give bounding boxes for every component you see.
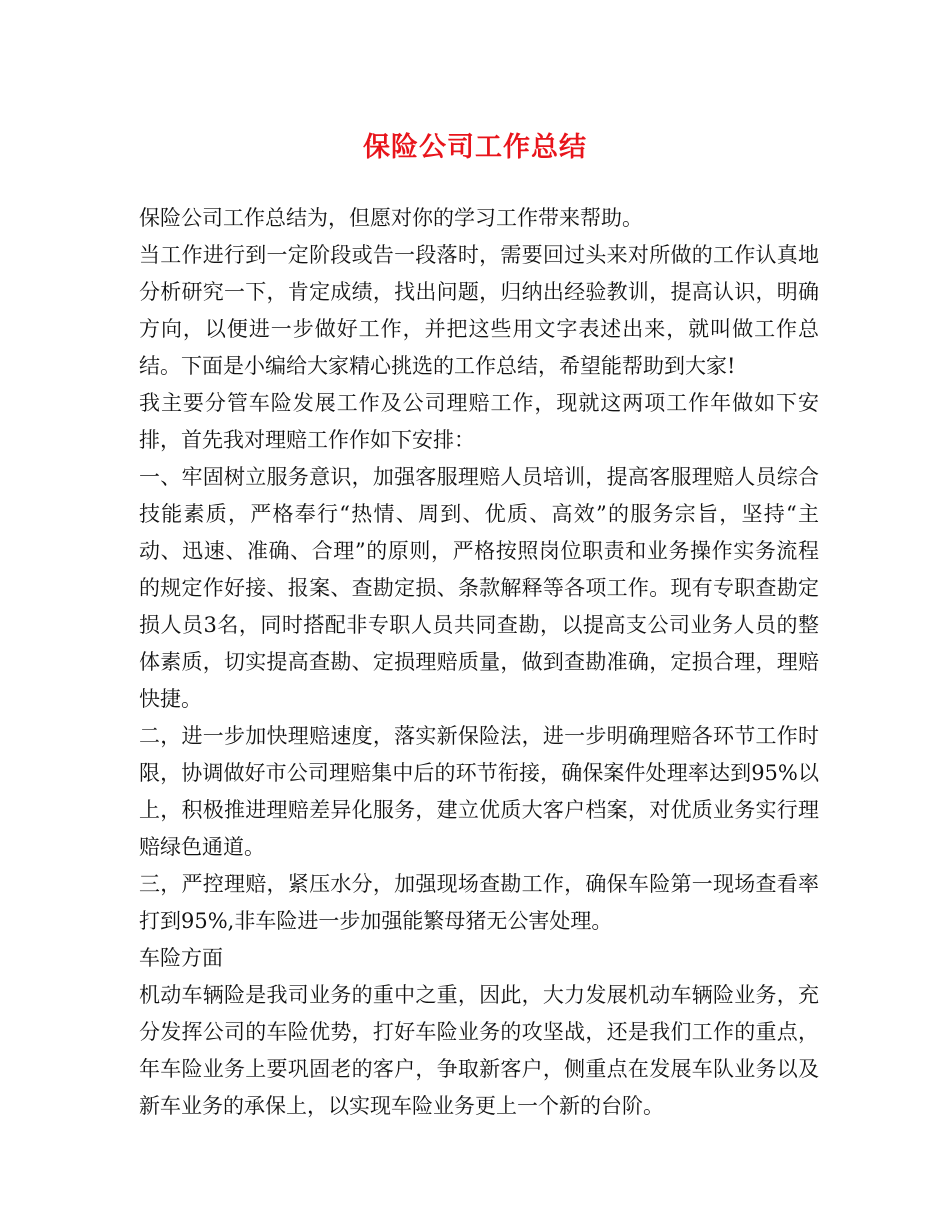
paragraph-item-one: 一、牢固树立服务意识，加强客服理赔人员培训，提高客服理赔人员综合技能素质，严格奉行“热情、周到、优质、高效”的服务宗旨，坚持“主动、迅速、准确、合理”的原则，严格按照岗位职责和业务操作实务流程的规定作好接、报案、查勘定损、条款解释等各项工作。现有专职查勘定损人员3名，同时搭配非专职人员共同查勘，以提高支公司业务人员的整体素质，切实提高查勘、定损理赔质量，做到查勘准确，定损合理，理赔快捷。 bbox=[139, 465, 819, 711]
document-title: 保险公司工作总结 bbox=[363, 132, 587, 163]
paragraph-intro: 保险公司工作总结为，但愿对你的学习工作带来帮助。 bbox=[139, 206, 643, 230]
section-heading-auto-insurance: 车险方面 bbox=[139, 946, 223, 970]
document-body bbox=[139, 200, 819, 1125]
paragraph-item-two: 二，进一步加快理赔速度，落实新保险法，进一步明确理赔各环节工作时限，协调做好市公司理赔集中后的环节衔接，确保案件处理率达到95%以上，积极推进理赔差异化服务，建立优质大客户档案，对优质业务实行理赔绿色通道。 bbox=[139, 724, 819, 859]
paragraph-auto-insurance: 机动车辆险是我司业务的重中之重，因此，大力发展机动车辆险业务，充分发挥公司的车险优势，打好车险业务的攻坚战，还是我们工作的重点，年车险业务上要巩固老的客户，争取新客户，侧重点在发展车队业务以及新车业务的承保上，以实现车险业务更上一个新的台阶。 bbox=[139, 983, 819, 1118]
paragraph-summary-definition: 当工作进行到一定阶段或告一段落时，需要回过头来对所做的工作认真地分析研究一下，肯定成绩，找出问题，归纳出经验教训，提高认识，明确方向，以便进一步做好工作，并把这些用文字表述出来，就叫做工作总结。下面是小编给大家精心挑选的工作总结，希望能帮助到大家! bbox=[139, 243, 819, 378]
paragraph-item-three: 三，严控理赔，紧压水分，加强现场查勘工作，确保车险第一现场查看率打到95%,非车险进一步加强能繁母猪无公害处理。 bbox=[139, 872, 819, 933]
paragraph-responsibilities: 我主要分管车险发展工作及公司理赔工作，现就这两项工作年做如下安排，首先我对理赔工作作如下安排： bbox=[139, 391, 819, 452]
